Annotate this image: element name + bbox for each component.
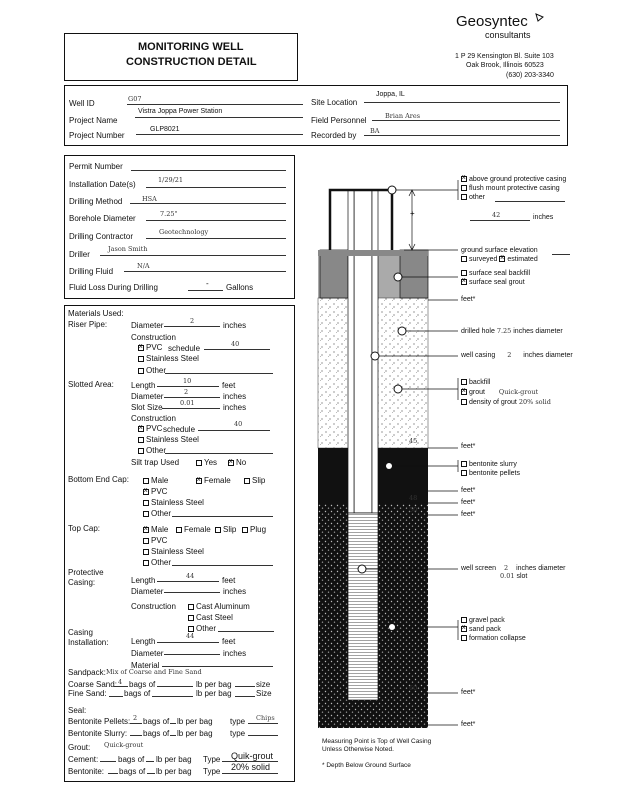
slotted-diameter-value: 2 xyxy=(184,388,189,396)
slotted-other-checkbox[interactable] xyxy=(138,448,144,454)
stickup-line xyxy=(470,220,530,221)
pellet-top-feet: feet* xyxy=(461,487,476,494)
protective-diameter-label: Diameter xyxy=(131,587,164,596)
slotted-diameter-line xyxy=(164,397,220,398)
silt-trap-no: x No xyxy=(228,458,246,467)
bentonite-pellets: bentonite pellets xyxy=(461,470,520,477)
pellet-bags-of: bags of xyxy=(143,717,170,726)
borehole-line xyxy=(146,220,286,221)
contractor-line xyxy=(146,238,286,239)
pellet-bags-line xyxy=(130,723,142,724)
casing-diameter-line xyxy=(164,654,220,655)
silt-trap-yes-checkbox[interactable] xyxy=(196,460,202,466)
slotted-schedule-label: schedule xyxy=(163,425,196,434)
permit-label: Permit Number xyxy=(69,162,123,171)
casing-install-label: Casing Installation: xyxy=(68,628,109,647)
project-name-value: Vistra Joppa Power Station xyxy=(138,108,223,115)
coarse-label: Coarse Sand: xyxy=(68,680,117,689)
bottom-pvc-checkbox[interactable] xyxy=(143,489,149,495)
cast-aluminum-checkbox[interactable] xyxy=(188,604,194,610)
company-address1: 1 P 29 Kensington Bl. Suite 103 xyxy=(455,53,554,60)
well-id-value: G07 xyxy=(128,95,142,103)
protective-diameter-line xyxy=(164,592,220,593)
riser-other: Other xyxy=(138,366,166,375)
callout-sand-pack xyxy=(389,624,395,630)
company-address2: Oak Brook, Illinois 60523 xyxy=(466,62,544,69)
grout-type-value: Quick-grout xyxy=(104,741,144,749)
bentonite-pellets-label: Bentonite Pellets: xyxy=(68,717,131,726)
fluid-loss-value: - xyxy=(206,279,209,288)
density: density of grout 20% solid xyxy=(461,398,551,406)
bottom-male-checkbox[interactable] xyxy=(143,478,149,484)
casing-length-value: 44 xyxy=(186,632,195,640)
surveyed-checkbox[interactable] xyxy=(461,256,467,262)
riser-construction-label: Construction xyxy=(131,333,176,342)
surface-seal-backfill: surface seal backfill xyxy=(461,270,530,277)
coarse-size-label: size xyxy=(256,680,271,689)
casing-inches: inches xyxy=(223,649,247,658)
drilled-hole: drilled hole 7.25 inches diameter xyxy=(461,327,563,335)
pellet-bottom-feet: feet* xyxy=(461,499,476,506)
screen-slot-value: 0.01 xyxy=(500,572,515,580)
top-pvc-checkbox[interactable] xyxy=(143,538,149,544)
grout-value: Quick-grout xyxy=(498,388,539,396)
riser-diameter-label: Diameter xyxy=(131,321,164,330)
cement-bags-line xyxy=(100,761,116,762)
slot-size-line xyxy=(162,408,220,409)
bentonite-lb-per-bag: lb per bag xyxy=(156,767,192,776)
surface-seal-backfill-checkbox[interactable] xyxy=(461,270,467,276)
slurry-type-line xyxy=(248,735,278,736)
protective-casing xyxy=(320,250,348,298)
coarse-bags-value: 4 xyxy=(118,678,123,686)
top-male-checkbox[interactable] xyxy=(143,527,149,533)
fluid-value: N/A xyxy=(137,262,150,270)
cement-lb-per-bag: lb per bag xyxy=(156,755,192,764)
recorded-by-value: BA xyxy=(370,127,380,135)
callout-casing-top xyxy=(388,186,396,194)
borehole-value: 7.25" xyxy=(160,210,178,218)
field-personnel-line xyxy=(372,120,560,121)
drilled-hole-value: 7.25 xyxy=(496,327,512,335)
bottom-stainless: Stainless Steel xyxy=(143,498,204,507)
silt-trap-no-checkbox[interactable] xyxy=(228,460,234,466)
depth-screen-bottom: 60 xyxy=(409,684,418,692)
depth-grout: 45 xyxy=(409,437,418,445)
fine-size-label: Size xyxy=(256,689,272,698)
borehole-label: Borehole Diameter xyxy=(69,214,136,223)
gravel-pack-checkbox[interactable] xyxy=(461,617,467,623)
riser-schedule-label: schedule xyxy=(168,344,201,353)
bottom-other-checkbox[interactable] xyxy=(143,511,149,517)
slotted-inches: inches xyxy=(223,392,247,401)
riser-stainless: Stainless Steel xyxy=(138,354,199,363)
casing-feet: feet xyxy=(222,637,236,646)
riser-pvc: xPVC xyxy=(138,343,162,352)
slotted-schedule-value: 40 xyxy=(234,420,243,428)
silt-trap-yes: Yes xyxy=(196,458,217,467)
coarse-lb-per-bag: lb per bag xyxy=(196,680,232,689)
field-personnel-label: Field Personnel xyxy=(311,116,367,125)
top-plug: Plug xyxy=(242,525,266,534)
cement-lb-line xyxy=(146,761,154,762)
bentonite-type-line xyxy=(222,773,278,774)
grout-label: Grout: xyxy=(68,743,91,752)
flush-mount: flush mount protective casing xyxy=(461,185,560,192)
coarse-bags-line xyxy=(114,686,128,687)
slotted-diameter-label: Diameter xyxy=(131,392,164,401)
callout-well-casing xyxy=(371,352,379,360)
project-name-label: Project Name xyxy=(69,116,118,125)
slotted-length-line xyxy=(157,386,219,387)
slurry-bags-line xyxy=(130,735,142,736)
formation-collapse: formation collapse xyxy=(461,635,526,642)
density-value: 20% solid xyxy=(518,398,551,406)
protective-inches: inches xyxy=(223,587,247,596)
slotted-construction-label: Construction xyxy=(131,414,176,423)
bottom-slip: Slip xyxy=(244,476,265,485)
total-feet: feet* xyxy=(461,721,476,728)
top-male: x Male xyxy=(143,525,168,534)
screen-slot: 0.01 slot xyxy=(500,572,528,580)
driller-label: Driller xyxy=(69,250,90,259)
density-checkbox[interactable] xyxy=(461,399,467,405)
contractor-value: Geotechnology xyxy=(159,228,209,236)
fluid-loss-label: Fluid Loss During Drilling xyxy=(69,283,158,292)
date-label: Installation Date(s) xyxy=(69,180,136,189)
bentonite-type-value: 20% solid xyxy=(231,762,271,772)
riser-pvc-checkbox[interactable] xyxy=(138,345,144,351)
coarse-bags-of: bags of xyxy=(129,680,156,689)
title-line1: MONITORING WELL xyxy=(138,41,244,53)
casing-material-line xyxy=(162,666,273,667)
bentonite-lb-line xyxy=(147,773,155,774)
top-cap-label: Top Cap: xyxy=(68,524,101,533)
pellet-type-value: Chips xyxy=(256,714,275,722)
top-slip: Slip xyxy=(215,525,236,534)
slotted-stainless-checkbox[interactable] xyxy=(138,437,144,443)
protective-other-line xyxy=(218,631,274,632)
cement-type-label: Type xyxy=(203,755,221,764)
well-riser xyxy=(354,190,372,513)
bottom-slip-checkbox[interactable] xyxy=(244,478,250,484)
slurry-lb-per-bag: lb per bag xyxy=(177,729,213,738)
slotted-stainless: Stainless Steel xyxy=(138,435,199,444)
slotted-other-line xyxy=(165,453,273,454)
diagram-other-line xyxy=(495,201,565,202)
slotted-feet: feet xyxy=(222,381,236,390)
top-other-checkbox[interactable] xyxy=(143,560,149,566)
callout-grout xyxy=(394,385,402,393)
method-line xyxy=(130,203,286,204)
sandpack-label: Sandpack: xyxy=(68,668,106,677)
contractor-label: Drilling Contractor xyxy=(69,232,134,241)
ground-surface-line xyxy=(552,254,570,255)
protective-other-checkbox[interactable] xyxy=(188,626,194,632)
fluid-loss-line xyxy=(188,290,223,291)
protective-other: Other xyxy=(188,624,216,633)
protective-feet: feet xyxy=(222,576,236,585)
slurry-bags-of: bags of xyxy=(143,729,170,738)
protective-construction-label: Construction xyxy=(131,602,176,611)
screen-bottom-feet: feet* xyxy=(461,689,476,696)
screen-top-feet: feet* xyxy=(461,511,476,518)
depth-grout-feet: feet* xyxy=(461,443,476,450)
sand-pack-checkbox[interactable] xyxy=(461,626,467,632)
slot-size-inches: inches xyxy=(223,403,247,412)
surface-seal-grout: xsurface seal grout xyxy=(461,279,525,286)
pellet-lb-line xyxy=(170,723,176,724)
permit-line xyxy=(131,170,286,171)
bottom-male: Male xyxy=(143,476,168,485)
bottom-pvc: xPVC xyxy=(143,487,167,496)
date-value: 1/29/21 xyxy=(158,176,184,184)
protective-length-value: 44 xyxy=(186,572,195,580)
project-number-line xyxy=(136,134,303,135)
bentonite-slurry-checkbox[interactable] xyxy=(461,461,467,467)
project-number-label: Project Number xyxy=(69,131,125,140)
cast-aluminum: Cast Aluminum xyxy=(188,602,250,611)
well-casing-value: 2 xyxy=(507,351,512,359)
bottom-other: Other xyxy=(143,509,171,518)
slotted-schedule-line xyxy=(198,430,270,431)
grey-band xyxy=(318,250,428,256)
gravel-pack: gravel pack xyxy=(461,617,505,624)
surveyed-estimated: surveyed x estimated xyxy=(461,256,538,263)
protective-length-label: Length xyxy=(131,576,156,585)
bentonite-slurry: bentonite slurry xyxy=(461,461,517,468)
well-casing: well casing 2 inches diameter xyxy=(461,351,573,359)
fine-label: Fine Sand: xyxy=(68,689,107,698)
fluid-line xyxy=(124,271,286,272)
bentonite-type-label: Type xyxy=(203,767,221,776)
well-diagram xyxy=(300,150,618,780)
top-stainless: Stainless Steel xyxy=(143,547,204,556)
callout-drilled-hole xyxy=(398,327,406,335)
callout-screen xyxy=(358,565,366,573)
title-line2: CONSTRUCTION DETAIL xyxy=(126,56,257,68)
riser-schedule-value: 40 xyxy=(231,340,240,348)
casing-material-label: Material xyxy=(131,661,160,670)
bentonite-label: Bentonite: xyxy=(68,767,105,776)
grout: xgrout Quick-grout xyxy=(461,388,538,396)
field-personnel-value: Brian Ares xyxy=(385,112,421,120)
bottom-stainless-checkbox[interactable] xyxy=(143,500,149,506)
cement-type-value: Quik-grout xyxy=(231,751,274,761)
slurry-lb-line xyxy=(170,735,176,736)
riser-label: Riser Pipe: xyxy=(68,320,108,329)
stickup-value: 42 xyxy=(492,211,501,219)
protective-label: Protective Casing: xyxy=(68,568,104,587)
diagram-other-checkbox[interactable] xyxy=(461,194,467,200)
above-ground: xabove ground protective casing xyxy=(461,176,566,183)
protective-length-line xyxy=(157,581,219,582)
bentonite-bags-line xyxy=(108,773,118,774)
note-line1: Measuring Point is Top of Well Casing xyxy=(322,738,432,745)
project-number-value: GLP8021 xyxy=(150,126,180,133)
formation-collapse-checkbox[interactable] xyxy=(461,635,467,641)
slotted-label: Slotted Area: xyxy=(68,380,114,389)
recorded-by-line xyxy=(364,135,560,136)
stickup-plus: + xyxy=(410,209,415,218)
ground-surface: ground surface elevation xyxy=(461,247,538,254)
pellet-bags-value: 2 xyxy=(133,714,138,722)
protective-casing-right xyxy=(400,250,428,298)
casing-length-label: Length xyxy=(131,637,156,646)
note-line2: Unless Otherwise Noted. xyxy=(322,746,394,753)
cement-bags-of: bags of xyxy=(118,755,145,764)
company-phone: (630) 203-3340 xyxy=(506,72,554,79)
callout-bentonite xyxy=(386,463,392,469)
backfill: backfill xyxy=(461,379,490,386)
depth-pellet-bottom: 50 xyxy=(409,506,418,514)
bottom-other-line xyxy=(172,516,273,517)
flush-mount-checkbox[interactable] xyxy=(461,185,467,191)
pellet-type-label: type xyxy=(230,717,246,726)
riser-other-checkbox[interactable] xyxy=(138,368,144,374)
riser-inches: inches xyxy=(223,321,247,330)
depth-pellet-top: 48 xyxy=(409,494,418,502)
riser-diameter-value: 2 xyxy=(190,317,195,325)
project-name-line xyxy=(135,117,303,118)
riser-other-line xyxy=(165,373,273,374)
driller-line xyxy=(100,255,286,256)
surface-seal-grout-checkbox[interactable] xyxy=(461,279,467,285)
driller-value: Jason Smith xyxy=(108,245,148,253)
top-female: Female xyxy=(176,525,211,534)
estimated-checkbox[interactable] xyxy=(499,256,505,262)
slotted-other: Other xyxy=(138,446,166,455)
pellet-lb-per-bag: lb per bag xyxy=(177,717,213,726)
site-location-line xyxy=(364,102,560,103)
seal-label: Seal: xyxy=(68,706,87,715)
site-location-value: Joppa, IL xyxy=(376,91,405,98)
callout-surface-seal xyxy=(394,273,402,281)
slotted-pvc: xPVC xyxy=(138,424,162,433)
well-id-line xyxy=(127,104,303,105)
top-other-line xyxy=(172,565,273,566)
bottom-end-label: Bottom End Cap: xyxy=(68,475,129,484)
company-name: Geosyntec xyxy=(456,13,528,30)
depth-total: 62 xyxy=(409,716,418,724)
riser-diameter-line xyxy=(164,326,220,327)
site-location-label: Site Location xyxy=(311,98,358,107)
screen-diameter-value: 2 xyxy=(503,564,509,572)
materials-box xyxy=(64,305,295,782)
top-pvc: PVC xyxy=(143,536,167,545)
fine-lb-per-bag: lb per bag xyxy=(196,689,232,698)
slot-size-label: Slot Size xyxy=(131,403,163,412)
coarse-lb-line xyxy=(157,686,193,687)
fine-bags-line xyxy=(109,696,123,697)
recorded-by-label: Recorded by xyxy=(311,131,357,140)
bottom-female: x Female xyxy=(196,476,231,485)
sandpack-material: Mix of Coarse and Fine Sand xyxy=(106,668,202,676)
well-screen-label: well screen 2 inches diameter xyxy=(461,564,566,572)
bentonite-pellets-checkbox[interactable] xyxy=(461,470,467,476)
company-sub: consultants xyxy=(485,30,531,40)
bentonite-bags-of: bags of xyxy=(119,767,146,776)
fine-bags-of: bags of xyxy=(124,689,151,698)
surface-feet: feet* xyxy=(461,296,476,303)
casing-length-line xyxy=(157,642,219,643)
riser-stainless-checkbox[interactable] xyxy=(138,356,144,362)
top-slip-checkbox[interactable] xyxy=(215,527,221,533)
fluid-loss-unit: Gallons xyxy=(226,283,254,292)
slot-size-value: 0.01 xyxy=(180,399,195,407)
silt-trap-label: Silt trap Used xyxy=(131,458,180,467)
fine-size-line xyxy=(235,696,255,697)
cast-steel: Cast Steel xyxy=(188,613,233,622)
top-other: Other xyxy=(143,558,171,567)
note-line3: * Depth Below Ground Surface xyxy=(322,762,411,769)
company-logo-icon xyxy=(535,13,545,23)
slurry-type-label: type xyxy=(230,729,246,738)
well-screen xyxy=(348,513,378,700)
riser-schedule-line xyxy=(204,349,270,350)
above-ground-checkbox[interactable] xyxy=(461,176,467,182)
pellet-type-line xyxy=(248,723,278,724)
slotted-length-value: 10 xyxy=(183,377,192,385)
coarse-size-line xyxy=(235,686,255,687)
fluid-label: Drilling Fluid xyxy=(69,267,114,276)
grout-checkbox[interactable] xyxy=(461,389,467,395)
stickup-inches: inches xyxy=(533,214,554,221)
diagram-other: other xyxy=(461,194,485,201)
cement-label: Cement: xyxy=(68,755,99,764)
slotted-length-label: Length xyxy=(131,381,156,390)
top-female-checkbox[interactable] xyxy=(176,527,182,533)
riser-left-wall xyxy=(348,190,354,513)
materials-heading: Materials Used: xyxy=(68,309,124,318)
bentonite-slurry-label: Bentonite Slurry: xyxy=(68,729,128,738)
bottom-female-checkbox[interactable] xyxy=(196,478,202,484)
top-stainless-checkbox[interactable] xyxy=(143,549,149,555)
date-line xyxy=(146,187,286,188)
slotted-pvc-checkbox[interactable] xyxy=(138,426,144,432)
method-value: HSA xyxy=(142,195,157,203)
cast-steel-checkbox[interactable] xyxy=(188,615,194,621)
backfill-checkbox[interactable] xyxy=(461,379,467,385)
casing-diameter-label: Diameter xyxy=(131,649,164,658)
sand-pack: xsand pack xyxy=(461,626,501,633)
method-label: Drilling Method xyxy=(69,197,123,206)
well-id-label: Well ID xyxy=(69,99,95,108)
top-plug-checkbox[interactable] xyxy=(242,527,248,533)
fine-lb-line xyxy=(152,696,193,697)
